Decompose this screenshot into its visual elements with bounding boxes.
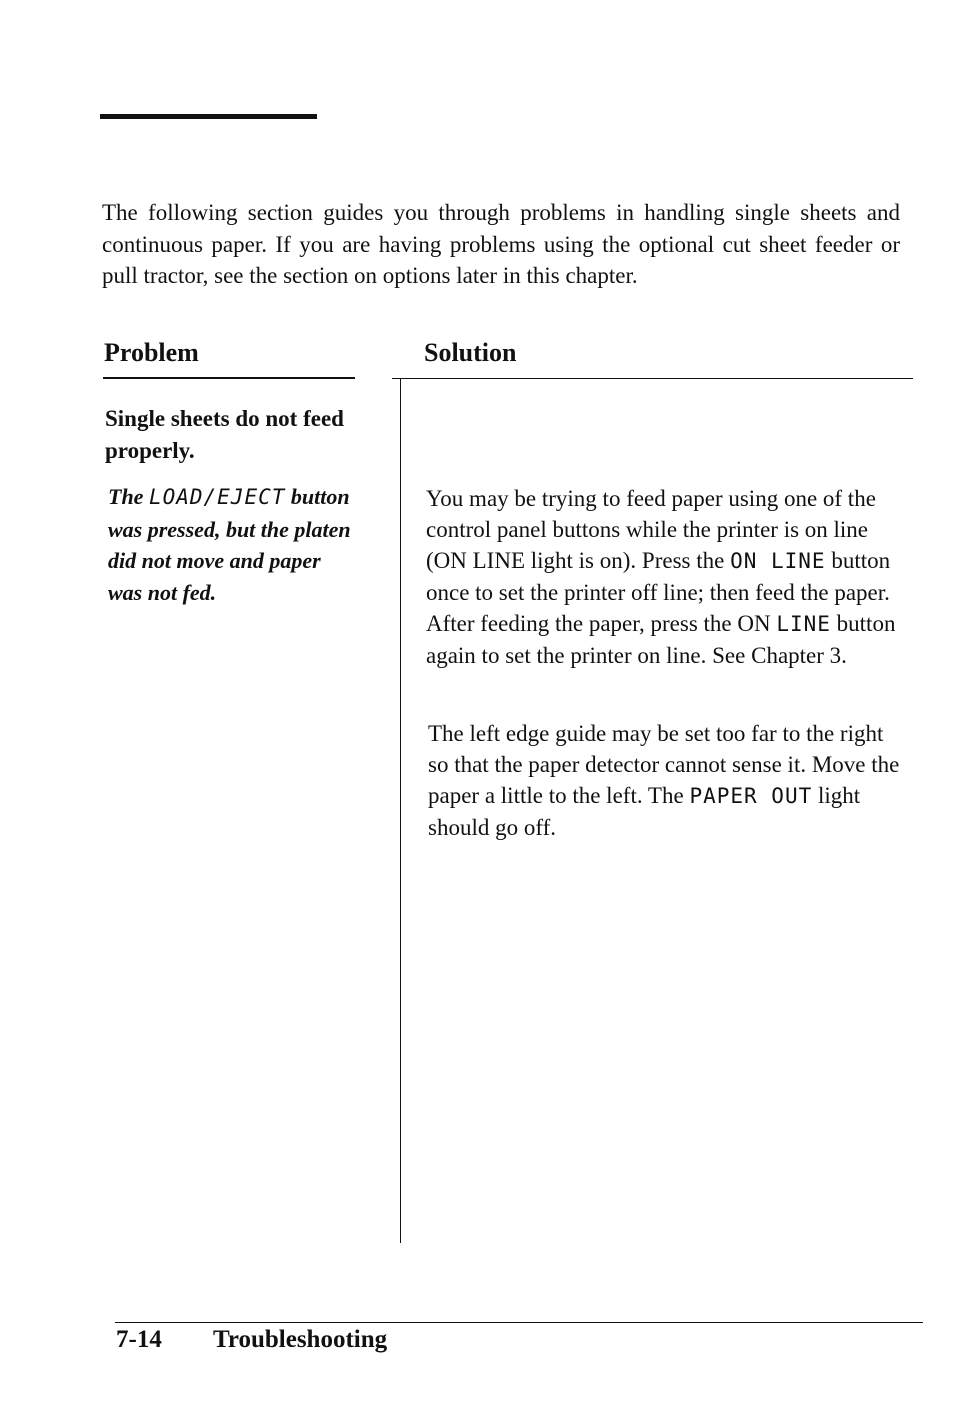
problem-title: Single sheets do not feed properly. — [105, 406, 344, 463]
problem-column-header: Problem — [104, 338, 199, 367]
problem-cause — [108, 481, 358, 608]
load-eject-button-label: LOAD/EJECT — [148, 485, 286, 509]
intro-paragraph: The following section guides you through problems in handling single sheets and continuous paper. If you are having problems using the optional cut sheet feeder or pull tractor, see the section on options later in this chapter. — [102, 200, 900, 288]
solution-2-text-b: light should go off. — [428, 783, 861, 840]
solution-paragraph-1 — [426, 483, 912, 671]
problem-header-rule — [103, 377, 355, 379]
paper-out-light-label: PAPER OUT — [689, 784, 813, 808]
cause-suffix: button was pressed, but the platen did not move and paper was not fed. — [108, 484, 351, 605]
solution-paragraph-2 — [428, 718, 904, 843]
chapter-title: Troubleshooting — [213, 1326, 388, 1353]
top-rule — [100, 114, 317, 119]
cause-prefix: The — [108, 484, 149, 509]
solution-1-text-a: You may be trying to feed paper using one of the control panel buttons while the printer is on line (ON LINE light is on). Press the — [426, 486, 876, 573]
solution-header-rule — [392, 378, 913, 379]
solution-2-text-a: The left edge guide may be set too far to the right so that the paper detector cannot sense it. Move the paper a little to the left. The — [428, 721, 900, 808]
solution-1-text-b: button once to set the printer off line; then feed the paper. After feeding the paper, press the ON — [426, 548, 891, 636]
on-line-button-label: ON LINE — [730, 549, 826, 573]
line-button-label: LINE — [776, 612, 831, 636]
column-divider — [400, 379, 401, 1243]
footer-rule — [115, 1322, 923, 1323]
solution-column-header: Solution — [424, 338, 517, 367]
page-number: 7-14 — [116, 1326, 162, 1353]
solution-1-text-c: button again to set the printer on line. See Chapter 3. — [426, 611, 896, 668]
